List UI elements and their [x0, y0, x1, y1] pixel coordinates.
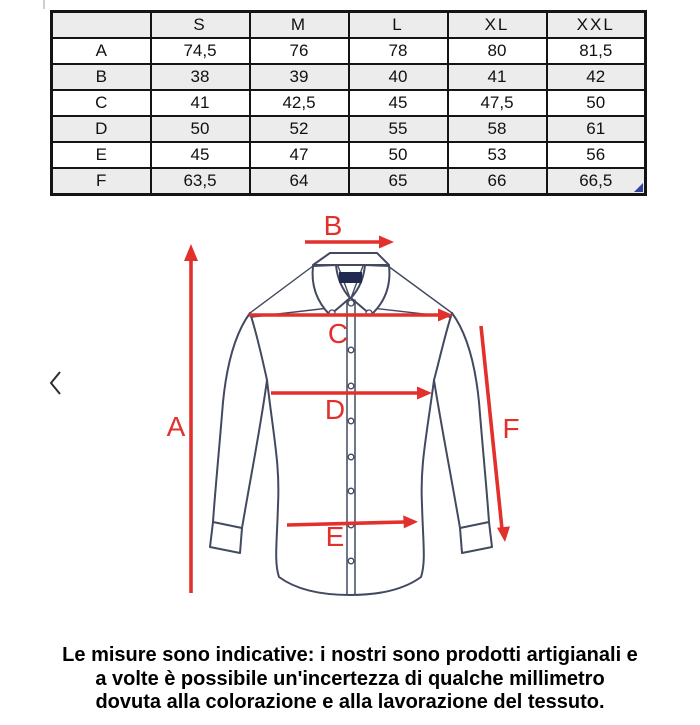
- cell: 42: [547, 64, 646, 90]
- col-header-s: S: [151, 12, 250, 39]
- row-label: E: [52, 142, 151, 168]
- cell: 56: [547, 142, 646, 168]
- col-header-xxl: XXL: [547, 12, 646, 39]
- col-header-l: L: [349, 12, 448, 39]
- cell: 61: [547, 116, 646, 142]
- label-A: A: [166, 411, 186, 442]
- cell: 52: [250, 116, 349, 142]
- cell: 64: [250, 168, 349, 195]
- label-E: E: [325, 521, 345, 552]
- cell: 39: [250, 64, 349, 90]
- label-B: B: [323, 210, 343, 241]
- cell: 65: [349, 168, 448, 195]
- cell: 41: [448, 64, 547, 90]
- cell: 47,5: [448, 90, 547, 116]
- col-header-xl: XL: [448, 12, 547, 39]
- cell: 81,5: [547, 38, 646, 64]
- label-F: F: [502, 413, 520, 444]
- cell: 63,5: [151, 168, 250, 195]
- cell: 78: [349, 38, 448, 64]
- row-label: B: [52, 64, 151, 90]
- cell: 38: [151, 64, 250, 90]
- arrowhead-F-down: [497, 526, 510, 542]
- arrowhead-D-right: [417, 387, 432, 400]
- cell: 66: [448, 168, 547, 195]
- cell: 50: [349, 142, 448, 168]
- row-label: A: [52, 38, 151, 64]
- shirt-outline: [210, 253, 492, 595]
- cell: 41: [151, 90, 250, 116]
- cell: 42,5: [250, 90, 349, 116]
- cell: 74,5: [151, 38, 250, 64]
- label-C: C: [327, 318, 349, 349]
- cell: 40: [349, 64, 448, 90]
- arrowhead-A-up: [184, 244, 198, 261]
- row-label: D: [52, 116, 151, 142]
- cell: 45: [349, 90, 448, 116]
- row-label: F: [52, 168, 151, 195]
- arrowhead-B-right: [379, 236, 394, 249]
- cell: 50: [547, 90, 646, 116]
- label-D: D: [324, 394, 346, 425]
- cell: 50: [151, 116, 250, 142]
- caption-line-1: Le misure sono indicative: i nostri sono prodotti artigianali e: [62, 644, 638, 666]
- col-header-m: M: [250, 12, 349, 39]
- disclaimer-caption: [0, 644, 700, 715]
- arrowhead-E-right: [403, 515, 418, 528]
- cell: 47: [250, 142, 349, 168]
- cell: 53: [448, 142, 547, 168]
- caption-line-2: a volte è possibile un'incertezza di qualche millimetro: [95, 667, 605, 690]
- arrow-F: [481, 326, 502, 529]
- cell: 58: [448, 116, 547, 142]
- row-label: C: [52, 90, 151, 116]
- cell: 45: [151, 142, 250, 168]
- cell: 80: [448, 38, 547, 64]
- arrow-E: [287, 522, 405, 525]
- cell: 66,5: [547, 168, 646, 195]
- cell: 76: [250, 38, 349, 64]
- collar-label-patch: [339, 272, 362, 283]
- caption-line-3: dovuta alla colorazione e alla lavorazione del tessuto.: [95, 691, 605, 713]
- cell: 55: [349, 116, 448, 142]
